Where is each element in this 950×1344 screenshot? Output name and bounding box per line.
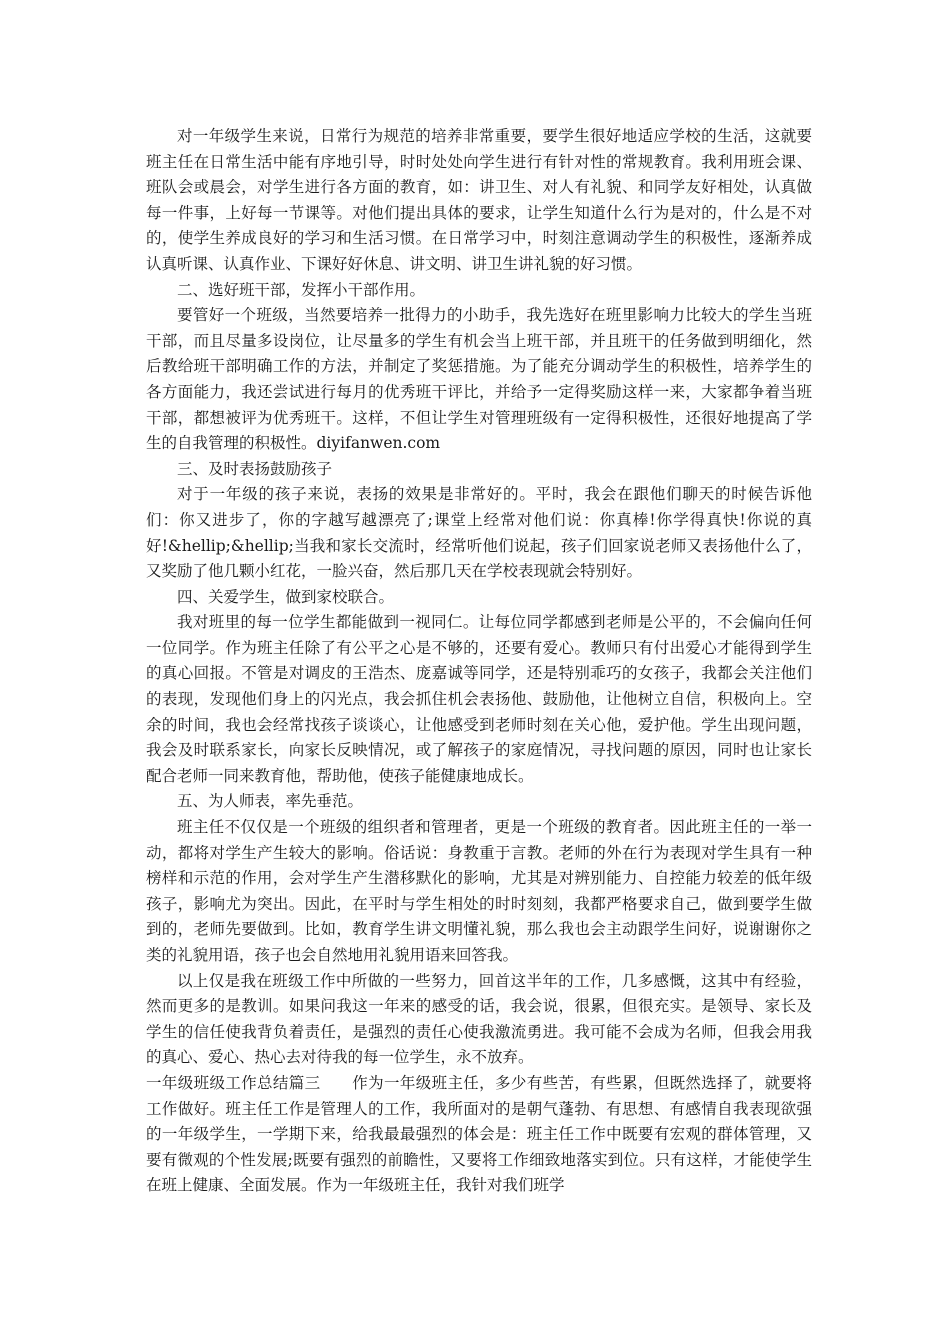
section-heading-class-cadres: 二、选好班干部，发挥小干部作用。 bbox=[177, 280, 426, 299]
section-heading-praise: 三、及时表扬鼓励孩子 bbox=[177, 459, 333, 478]
paragraph-role-model: 班主任不仅仅是一个班级的组织者和管理者，更是一个班级的教育者。因此班主任的一举一动，都将对学生产生较大的影响。俗话说：身教重于言教。老师的外在行为表现对学生具有一种榜样和示范的作用，会对学生产生潜移默化的影响，尤其是对辨别能力、自控能力较差的低年级孩子，影响尤为突出。因此，在平时与学生相处的时时刻刻，我都严格要求自己，做到要学生做到的，老师先要做到。比如，教育学生讲文明懂礼貌，那么我也会主动跟学生问好，说谢谢你之类的礼貌用语，孩子也会自然地用礼貌用语来回答我。 bbox=[146, 818, 812, 964]
paragraph-conclusion: 以上仅是我在班级工作中所做的一些努力，回首这半年的工作，几多感慨，这其中有经验，然而更多的是教训。如果问我这一年来的感受的话，我会说，很累，但很充实。是领导、家长及学生的信任使我背负着责任，是强烈的责任心使我激流勇进。我可能不会成为名师，但我会用我的真心、爱心、热心去对待我的每一位学生，永不放弃。 bbox=[146, 971, 812, 1067]
section-heading-care-students: 四、关爱学生，做到家校联合。 bbox=[177, 587, 395, 606]
paragraph-class-cadres: 要管好一个班级，当然要培养一批得力的小助手，我先选好在班里影响力比较大的学生当班干部，而且尽量多设岗位，让尽量多的学生有机会当上班干部，并且班干的任务做到明细化，然后教给班干部明确工作的方法，并制定了奖惩措施。为了能充分调动学生的积极性，培养学生的各方面能力，我还尝试进行每月的优秀班干评比，并给予一定得奖励这样一来，大家都争着当班干部，都想被评为优秀班干。这样，不但让学生对管理班级有一定得积极性，还很好地提高了学生的自我管理的积极性。diyifanwen.com bbox=[146, 306, 812, 453]
document-page bbox=[146, 124, 812, 1199]
paragraph-daily-habits: 对一年级学生来说，日常行为规范的培养非常重要，要学生很好地适应学校的生活，这就要班主任在日常生活中能有序地引导，时时处处向学生进行有针对性的常规教育。我利用班会课、班队会或晨会，对学生进行各方面的教育，如：讲卫生、对人有礼貌、和同学友好相处，认真做每一件事，上好每一节课等。对他们提出具体的要求，让学生知道什么行为是对的，什么是不对的，使学生养成良好的学习和生活习惯。在日常学习中，时刻注意调动学生的积极性，逐渐养成认真听课、认真作业、下课好好休息、讲文明、讲卫生讲礼貌的好习惯。 bbox=[146, 127, 812, 273]
paragraph-summary-part-three: 一年级班级工作总结篇三 作为一年级班主任，多少有些苦，有些累，但既然选择了，就要将工作做好。班主任工作是管理人的工作，我所面对的是朝气蓬勃、有思想、有感情自我表现欲强的一年级学生，一学期下来，给我最最强烈的体会是：班主任工作中既要有宏观的群体管理，又要有微观的个性发展;既要有强烈的前瞻性，又要将工作细致地落实到位。只有这样，才能使学生在班上健康、全面发展。作为一年级班主任，我针对我们班学 bbox=[146, 1073, 812, 1195]
paragraph-care-students: 我对班里的每一位学生都能做到一视同仁。让每位同学都感到老师是公平的，不会偏向任何一位同学。作为班主任除了有公平之心是不够的，还要有爱心。教师只有付出爱心才能得到学生的真心回报。不管是对调皮的王浩杰、庞嘉诚等同学，还是特别乖巧的女孩子，我都会关注他们的表现，发现他们身上的闪光点，我会抓住机会表扬他、鼓励他，让他树立自信，积极向上。空余的时间，我也会经常找孩子谈谈心，让他感受到老师时刻在关心他，爱护他。学生出现问题，我会及时联系家长，向家长反映情况，或了解孩子的家庭情况，寻找问题的原因，同时也让家长配合老师一同来教育他，帮助他，使孩子能健康地成长。 bbox=[146, 613, 812, 785]
section-heading-role-model: 五、为人师表，率先垂范。 bbox=[177, 792, 364, 811]
paragraph-praise: 对于一年级的孩子来说，表扬的效果是非常好的。平时，我会在跟他们聊天的时候告诉他们：你又进步了，你的字越写越漂亮了;课堂上经常对他们说：你真棒!你学得真快!你说的真好!&hellip;&hellip;当我和家长交流时，经常听他们说起，孩子们回家说老师又表扬他什么了，又奖励了他几颗小红花，一脸兴奋，然后那几天在学校表现就会特别好。 bbox=[146, 485, 812, 581]
